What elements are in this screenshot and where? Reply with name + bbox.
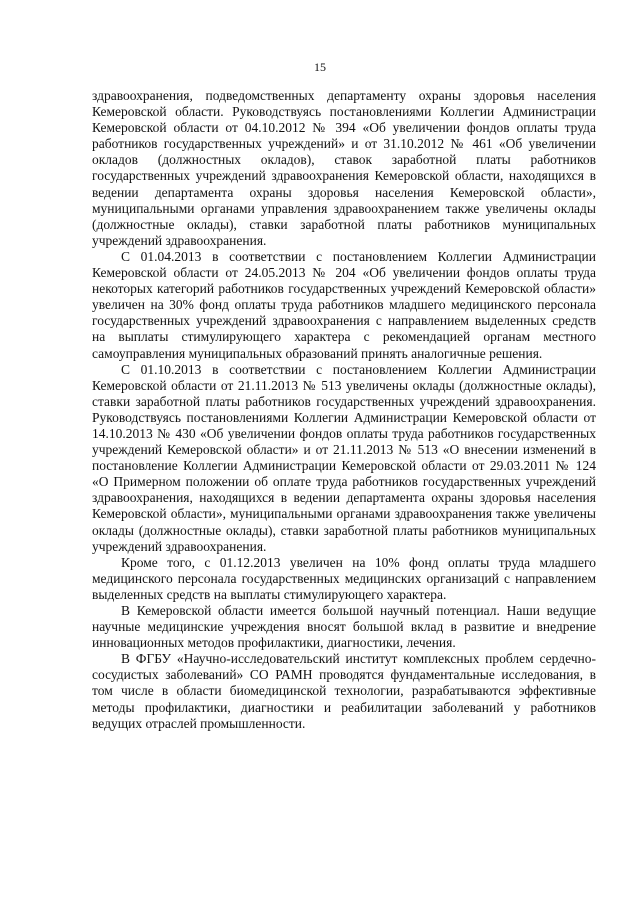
paragraph-research-institute: В ФГБУ «Научно-исследовательский институт комплексных проблем сердечно-сосудистых заболеваний» СО РАМН проводятся фундаментальные исследования, в том числе в области биомедицинской технологии, разрабатываются эффективные методы профилактики, диагностики и реабилитации заболеваний у работников ведущих отраслей промышленности. <box>92 651 596 731</box>
paragraph-salary-increase-december: Кроме того, с 01.12.2013 увеличен на 10% фонд оплаты труда младшего медицинского персонала государственных медицинских организаций с направлением выделенных средств на выплаты стимулирующего характера. <box>92 554 596 602</box>
paragraph-salary-increase-october: С 01.10.2013 в соответствии с постановлением Коллегии Администрации Кемеровской области от 21.11.2013 № 513 увеличены оклады (должностные оклады), ставки заработной платы работников государственных учреждений здравоохранения. Руководствуясь постановлениями Коллегии Администрации Кемеровской области от 14.10.2013 № 430 «Об увеличении фондов оплаты труда работников государственных учреждений Кемеровской области» и от 21.11.2013 № 513 «О внесении изменений в постановление Коллегии Администрации Кемеровской области от 29.03.2011 № 124 «О Примерном положении об оплате труда работников государственных учреждений здравоохранения, находящихся в ведении департамента охраны здоровья населения Кемеровской области», муниципальными органами здравоохранения также увеличены оклады (должностные оклады), ставки заработной платы работников муниципальных учреждений здравоохранения. <box>92 361 596 554</box>
page-number: 15 <box>314 60 326 74</box>
document-body <box>92 88 596 732</box>
paragraph-scientific-potential: В Кемеровской области имеется большой научный потенциал. Наши ведущие научные медицинские учреждения вносят большой вклад в развитие и внедрение инновационных методов профилактики, диагностики, лечения. <box>92 603 596 651</box>
paragraph-salary-increase-april: С 01.04.2013 в соответствии с постановлением Коллегии Администрации Кемеровской области от 24.05.2013 № 204 «Об увеличении фондов оплаты труда некоторых категорий работников государственных учреждений Кемеровской области» увеличен на 30% фонд оплаты труда работников младшего медицинского персонала государственных учреждений здравоохранения с направлением выделенных средств на выплаты стимулирующего характера с рекомендацией органам местного самоуправления муниципальных образований принять аналогичные решения. <box>92 248 596 361</box>
paragraph-continuation: здравоохранения, подведомственных департаменту охраны здоровья населения Кемеровской области. Руководствуясь постановлениями Коллегии Администрации Кемеровской области от 04.10.2012 № 394 «Об увеличении фондов оплаты труда работников государственных учреждений» и от 31.10.2012 № 461 «Об увеличении окладов (должностных окладов), ставок заработной платы работников государственных учреждений здравоохранения Кемеровской области, находящихся в ведении департамента охраны здоровья населения Кемеровской области», муниципальными органами управления здравоохранением также увеличены оклады (должностные оклады), ставки заработной платы работников муниципальных учреждений здравоохранения. <box>92 88 596 248</box>
